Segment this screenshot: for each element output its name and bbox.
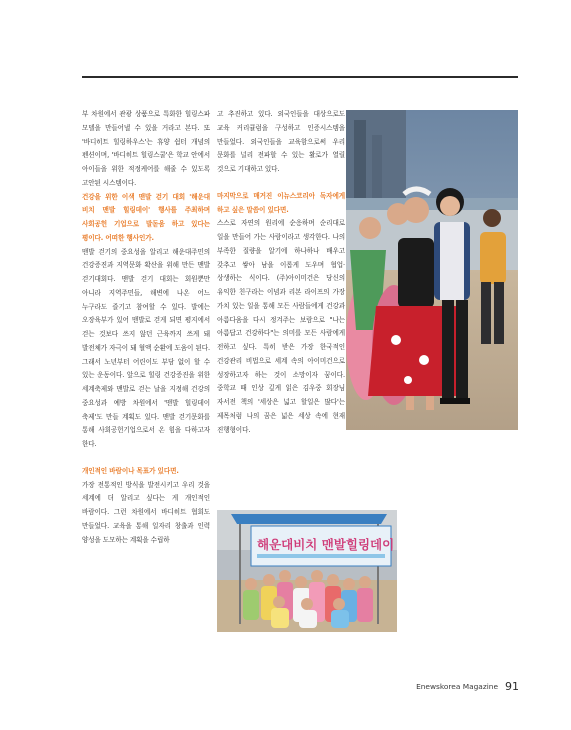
event-banner-text: 해운대비치 맨발힐링데이 — [257, 537, 395, 552]
magazine-name: Enewskorea Magazine — [416, 681, 498, 691]
event-group-photo — [217, 510, 397, 632]
paragraph-spacer — [82, 452, 210, 465]
column-left — [82, 108, 210, 547]
top-rule — [82, 76, 518, 78]
body-paragraph: 스스로 자연의 원리에 순응하며 순리대로 일을 만들어 가는 사람이라고 생각한다. 나의 부족한 질량을 알기에 하나하나 배우고 갖추고 쌓아 남을 이롭게 도우며 협업·상생하는 식이다. (주)아이미건은 당신의 유익한 친구라는 이념과 리본 라이프의 가장 가치 있는 일을 통해 모든 사람들에게 건강과 아름다움을 다시 정겨주는 보람으로 "나는 아름답고 건강하다"는 의미를 모든 사람에게 전하고 싶다. 특히 받은 가장 한국적인 건강관리 비법으로 세계 속의 아이미건으로 성장하고자 하는 것이 소망이자 꿈이다. 중학교 때 인상 깊게 읽은 김우중 회장님 자서전 책의 '세상은 넓고 할일은 많다'는 제목처럼 나의 꿈은 넓은 세상 속에 현재 진행형이다. — [217, 219, 345, 434]
body-paragraph: 가장 전통적인 방식을 발전시키고 우리 것을 세계에 더 알리고 싶다는 게 개인적인 바람이다. 그런 차원에서 바디히트 협회도 만들었다. 교육을 통해 일자리 창출과 인력 양성을 도모하는 계획을 수립하 — [82, 480, 210, 544]
beach-dancers-photo — [346, 110, 518, 430]
page-footer — [395, 679, 519, 693]
paragraph-spacer — [217, 177, 345, 190]
column-middle — [217, 108, 345, 437]
body-paragraph: 부 차원에서 관광 상품으로 특화한 힐링스파 모델을 만들어낼 수 있을 거라고 본다. 또 '바디히트 힐링하우스'는 휴양 쉼터 개념의 펜션이며, '바디히트 힐링스쿨'은 학교 안에서 아이들을 위한 적정케어를 해줄 수 있도록 고안된 시스템이다. — [82, 110, 210, 187]
body-paragraph: 고 추진하고 있다. 외국인들을 대상으로도 교육 커리큘럼을 구성하고 인증시스템을 만들었다. 외국인들을 교육함으로써 우리 문화를 널리 전파할 수 있는 활로가 열릴 것으로 기대하고 있다. — [217, 110, 345, 173]
question-heading: 마지막으로 매거진 이뉴스코리아 독자에게 하고 싶은 말씀이 있다면. — [217, 191, 345, 214]
question-heading: 개인적인 바람이나 목표가 있다면. — [82, 466, 179, 475]
body-paragraph: 맨발 걷기의 중요성을 알리고 해운대주민의 건강증진과 지역문화 확산을 위해 만든 맨발 걷기대회다. 맨발 걷기 대회는 회원뿐만 아니라 지역주민들, 해변에 나온 어느 누구라도 즐기고 참여할 수 있다. 발에는 오장육부가 있어 맨발로 걷게 되면 평지에서 걷는 것보다 쓰지 않던 근육까지 쓰게 돼 발전체가 자극이 돼 혈액 순환에 도움이 된다. 그래서 노년부터 어린이도 부담 없이 할 수 있는 운동이다. 앞으로 힐링 건강증진을 위한 세계축제와 맨발로 걷는 날을 지정해 건강의 중요성과 예방 차원에서 '맨발 힐링데이 축제'도 만들 계획도 있다. 맨발 걷기문화를 통해 사회공헌기업으로서 온 힘을 다하고자 한다. — [82, 247, 210, 448]
question-heading: 건강을 위한 이색 맨발 걷기 대회 '해운대 비치 맨발 힐링데이' 행사를 주최하며 사회공헌 기업으로 발돋움 하고 있다는 평이다. 어떠한 행사인가. — [82, 192, 210, 242]
page-number: 91 — [505, 679, 519, 693]
